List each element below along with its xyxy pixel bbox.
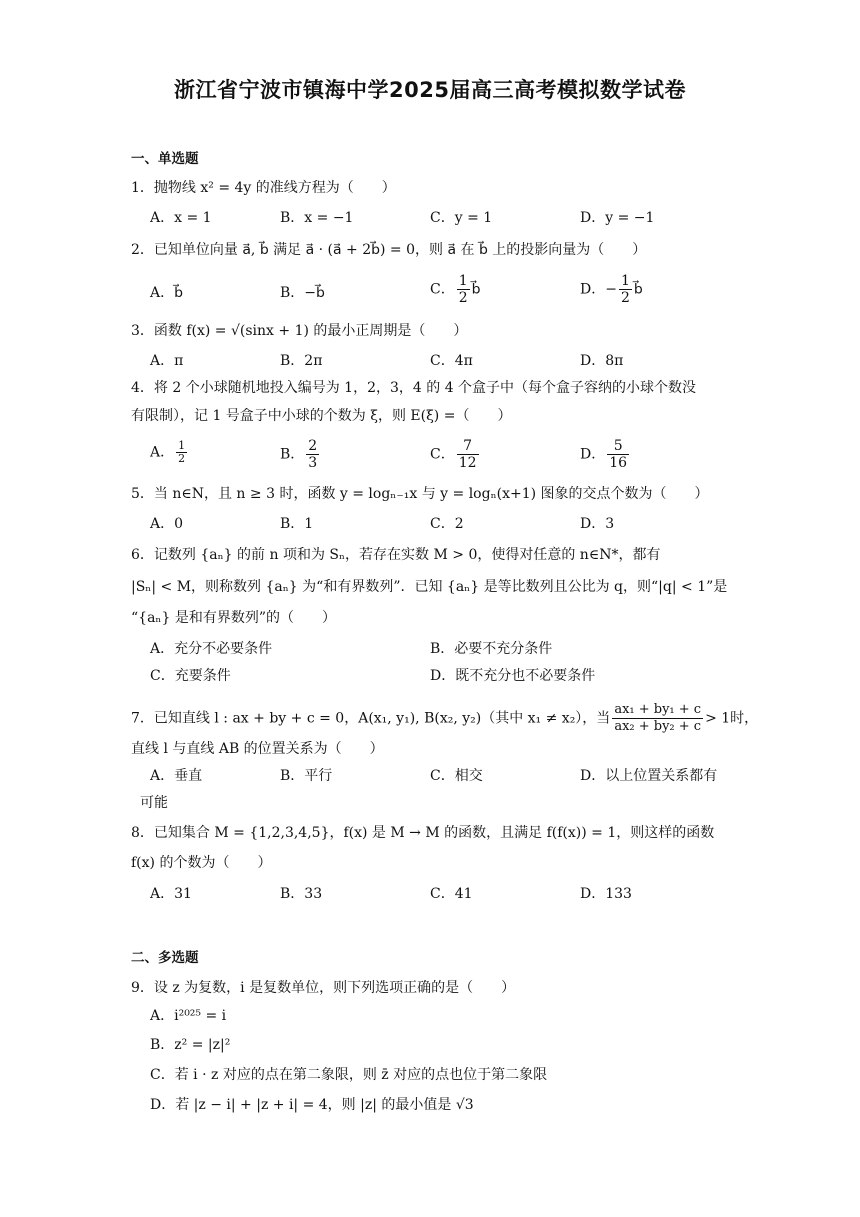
q8-option-a: A．31 xyxy=(150,886,192,902)
q8-option-c: C．41 xyxy=(430,886,473,902)
q6-option-b: B．必要不充分条件 xyxy=(430,641,553,657)
q4-option-a: A． $\frac{1}{2}$ xyxy=(150,439,186,465)
section-multiple-choice: 二、多选题 xyxy=(131,950,199,966)
question-8-stem-line2: f(x) 的个数为（ ） xyxy=(131,855,272,871)
question-7-stem-line2: 直线 l 与直线 AB 的位置关系为（ ） xyxy=(131,741,384,757)
q1-option-a: A．x = 1 xyxy=(150,210,212,226)
q9-option-c: C．若 i · z 对应的点在第二象限，则 z̄ 对应的点也位于第二象限 xyxy=(150,1067,548,1083)
q2-option-b: B．−b⃗ xyxy=(280,285,325,301)
question-6-stem-line2: |Sₙ| < M，则称数列 {aₙ} 为“和有界数列”．已知 {aₙ} 是等比数列且公比为 q，则“|q| < 1”是 xyxy=(131,579,728,595)
question-4-stem-line1: 4．将 2 个小球随机地投入编号为 1，2，3，4 的 4 个盒子中（每个盒子容纳的小球个数没 xyxy=(131,380,697,396)
q5-option-c: C．2 xyxy=(430,516,464,532)
q2-option-c: C． $\frac{1}{2}$ b⃗ xyxy=(430,273,481,306)
question-9-stem: 9．设 z 为复数，i 是复数单位，则下列选项正确的是（ ） xyxy=(131,980,516,996)
q8-option-b: B．33 xyxy=(280,886,323,902)
question-3-stem: 3．函数 f(x) = √(sinx + 1) 的最小正周期是（ ） xyxy=(131,323,468,339)
q2-option-d: D．− $\frac{1}{2}$ b⃗ xyxy=(580,273,643,306)
q7-option-d: D．以上位置关系都有 xyxy=(580,768,718,784)
q7-option-a: A．垂直 xyxy=(150,768,203,784)
q4-option-b: B． $\frac{2}{3}$ xyxy=(280,438,318,471)
q3-option-b: B．2π xyxy=(280,353,323,369)
question-5-stem: 5．当 n∈N，且 n ≥ 3 时，函数 y = logₙ₋₁x 与 y = logₙ(x+1) 图象的交点个数为（ ） xyxy=(131,486,709,502)
q5-option-a: A．0 xyxy=(150,516,184,532)
q8-option-d: D．133 xyxy=(580,886,632,902)
question-4-stem-line2: 有限制），记 1 号盒子中小球的个数为 ξ，则 E(ξ) =（ ） xyxy=(131,408,512,424)
q7-option-d-continued: 可能 xyxy=(140,795,168,811)
question-8-stem-line1: 8．已知集合 M = {1,2,3,4,5}，f(x) 是 M → M 的函数，且满足 f(f(x)) = 1，则这样的函数 xyxy=(131,825,715,841)
question-1-stem: 1．抛物线 x² = 4y 的准线方程为（ ） xyxy=(131,180,396,196)
q7-option-b: B．平行 xyxy=(280,768,333,784)
q3-option-a: A．π xyxy=(150,353,184,369)
q5-option-d: D．3 xyxy=(580,516,615,532)
q1-option-b: B．x = −1 xyxy=(280,210,354,226)
section-single-choice: 一、单选题 xyxy=(131,151,199,167)
question-7-stem-line1: 7．已知直线 l : ax + by + c = 0，A(x₁, y₁), B(x₂, y₂)（其中 x₁ ≠ x₂），当 $\frac{\text{ax₁ + by₁ + c}}{\text{ax₂ + by₂ + c}}$ > 1时， xyxy=(131,702,759,734)
exam-title: 浙江省宁波市镇海中学2025届高三高考模拟数学试卷 xyxy=(174,78,686,102)
q9-option-d: D．若 |z − i| + |z + i| = 4，则 |z| 的最小值是 √3 xyxy=(150,1097,474,1113)
q9-option-a: A．i²⁰²⁵ = i xyxy=(150,1008,227,1024)
q2-option-a: A．b⃗ xyxy=(150,285,183,301)
q4-option-d: D． $\frac{5}{16}$ xyxy=(580,438,628,471)
q1-option-c: C．y = 1 xyxy=(430,210,493,226)
q6-option-d: D．既不充分也不必要条件 xyxy=(430,668,596,684)
q6-option-a: A．充分不必要条件 xyxy=(150,641,273,657)
q9-option-b: B．z² = |z|² xyxy=(150,1037,231,1053)
question-2-stem: 2．已知单位向量 a⃗, b⃗ 满足 a⃗ · (a⃗ + 2b⃗) = 0，则 a⃗ 在 b⃗ 上的投影向量为（ ） xyxy=(131,242,647,258)
q3-option-c: C．4π xyxy=(430,353,473,369)
q4-option-c: C． $\frac{7}{12}$ xyxy=(430,438,477,471)
q3-option-d: D．8π xyxy=(580,353,624,369)
q6-option-c: C．充要条件 xyxy=(150,668,231,684)
question-6-stem-line1: 6．记数列 {aₙ} 的前 n 项和为 Sₙ，若存在实数 M > 0，使得对任意的 n∈N*，都有 xyxy=(131,547,661,563)
q1-option-d: D．y = −1 xyxy=(580,210,655,226)
q5-option-b: B．1 xyxy=(280,516,314,532)
question-6-stem-line3: “{aₙ} 是和有界数列”的（ ） xyxy=(131,610,336,626)
q7-option-c: C．相交 xyxy=(430,768,483,784)
